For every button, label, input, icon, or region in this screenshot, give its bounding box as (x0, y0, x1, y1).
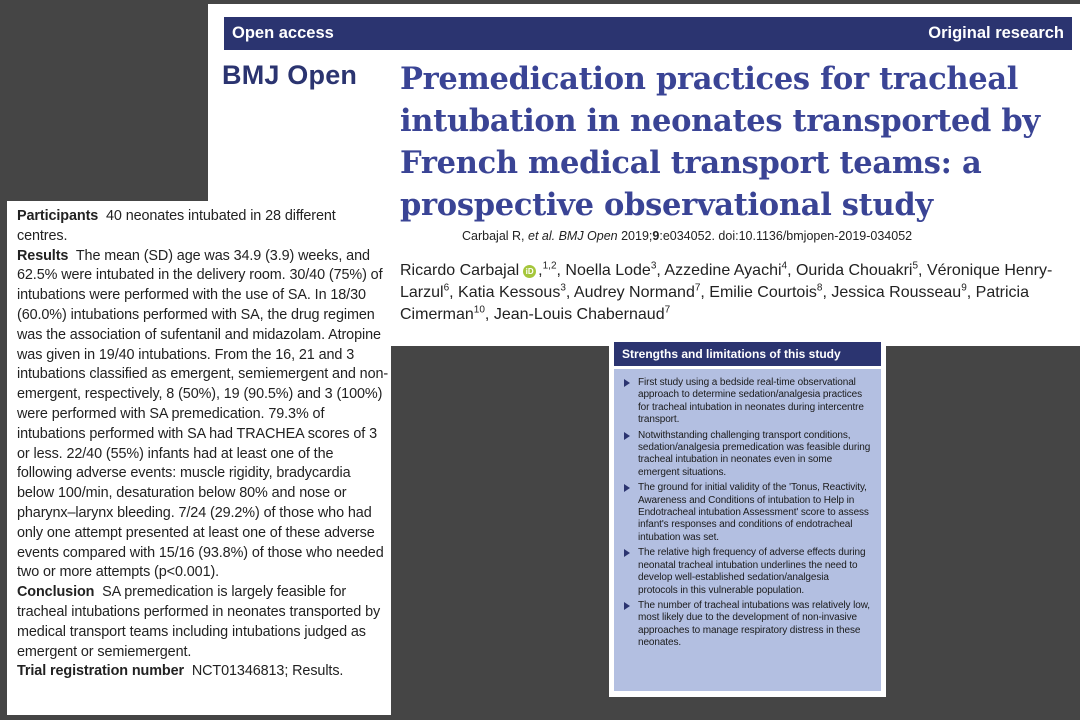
bmj-open-logo: BMJ Open (222, 60, 358, 90)
author-affiliation: 5 (912, 260, 919, 272)
author (709, 284, 822, 301)
author-affiliation: 10 (473, 304, 485, 316)
conclusion-label: Conclusion (17, 584, 95, 601)
trial-registration-paragraph (17, 662, 389, 682)
results-label: Results (17, 247, 69, 264)
participants-text: 40 neonates intubated in 28 different centres. (17, 208, 336, 244)
triangle-bullet-icon (624, 484, 630, 492)
strength-item (624, 600, 871, 650)
strength-item (624, 377, 871, 427)
participants-paragraph (17, 207, 389, 247)
strength-item (624, 430, 871, 480)
citation-doi: :e034052. doi:10.1136/bmjopen-2019-034052 (659, 229, 913, 243)
triangle-bullet-icon (624, 379, 630, 387)
author-name: Patricia Cimerman (400, 284, 1029, 323)
citation-volume: 9 (652, 229, 660, 243)
author-affiliation: 7 (664, 304, 671, 316)
citation-year: 2019; (617, 229, 653, 243)
strength-item-text: The relative high frequency of adverse effects during neonatal tracheal intubation underlines the need to develop well-established sedation/analgesia protocols in this vulnerable population. (638, 547, 866, 596)
author-affiliation: 8 (816, 282, 823, 294)
results-text: The mean (SD) age was 34.9 (3.9) weeks, and 62.5% were intubated in the delivery room. 30/40 (75%) of intubations were performed with the use of SA. In 18/30 (60.0%) intubations performed with SA, the drug regimen was the association of sufentanil and midazolam. Atropine was given in 19/40 intubations. From the 16, 21 and 3 intubations classified as emergent, semiemergent and non-emergent, respectively, 8 (50%), 19 (90.5%) and 3 (100%) were performed with SA premedication. 79.3% of intubations performed with SA had TRACHEA scores of 3 or less. 22/40 (55%) infants had at least one of the following adverse events: muscle rigidity, bradycardia below 100/min, desaturation below 80% and nose or pharynx–larynx bleeding. 7/24 (29.2%) of those who had only one attempt presented at least one of these adverse events compared with 15/16 (93.8%) of those who needed two or more attempts (p<0.001). (17, 247, 389, 581)
author-name: Noella Lode (565, 262, 651, 279)
open-access-label: Open access (232, 24, 334, 42)
strength-item-text: The ground for initial validity of the 'Tonus, Reactivity, Awareness and Conditions of intubation to Help in Endotracheal intubation Assessment' score to assess infant's responses and conditions of endotracheal intubation was set. (638, 482, 869, 543)
strength-item-text: Notwithstanding challenging transport conditions, sedation/analgesia premedication was feasible during tracheal intubation in neonates even in some emergent situations. (638, 429, 871, 478)
author (796, 262, 918, 279)
author-name: Katia Kessous (458, 284, 561, 301)
author-affiliation: 9 (961, 282, 967, 294)
author-name: Véronique Henry-Larzul (400, 262, 1053, 301)
author-affiliation: 6 (443, 282, 450, 294)
strength-item (624, 547, 871, 597)
author (664, 262, 787, 279)
strength-item-text: The number of tracheal intubations was relatively low, most likely due to the development of non-invasive approaches to manage respiratory distress in these neonates. (638, 599, 870, 649)
author (574, 284, 701, 301)
conclusion-paragraph (17, 583, 389, 662)
results-paragraph (17, 247, 389, 584)
author (458, 284, 566, 301)
triangle-bullet-icon (624, 432, 630, 440)
author-name: Jean-Louis Chabernaud (493, 306, 665, 323)
author-list: Ricardo Carbajal iD ,$^{1,2}$, Noella Lode$^3$, Azzedine Ayachi$^4$, Ourida Chouakri$^5$, Véronique Henry-Larzul$^6$, Katia Kessous$^3$, Audrey Normand$^7$, Emilie Courtois$^8$, Jessica Rousseau$^9$, Patricia Cimerman$^{10}$, Jean-Louis Chabernaud$^7$ (400, 260, 1053, 323)
strengths-list (624, 377, 871, 650)
citation-journal: et al. BMJ Open (528, 229, 618, 243)
abstract-clipping (7, 201, 391, 715)
strengths-box (614, 369, 881, 691)
author-name: Ourida Chouakri (795, 262, 913, 279)
journal-banner (224, 17, 1072, 50)
participants-label: Participants (17, 208, 99, 224)
author-name: Audrey Normand (573, 284, 695, 301)
triangle-bullet-icon (624, 549, 630, 557)
author-affiliation: 7 (694, 282, 701, 294)
article-title: Premedication practices for tracheal intubation in neonates transported by French medical transport teams: a prospective observational study (400, 61, 1040, 223)
citation-authors: Carbajal R, (462, 229, 528, 243)
author-affiliation: 1,2 (542, 260, 557, 272)
author (565, 262, 656, 279)
author-affiliation: 4 (781, 260, 788, 272)
author-affiliation: 3 (560, 282, 566, 294)
author (831, 284, 966, 301)
trial-registration-text: NCT01346813; Results. (191, 663, 344, 680)
author-name: Emilie Courtois (709, 284, 817, 301)
strengths-heading: Strengths and limitations of this study (614, 342, 881, 366)
strength-item-text: First study using a bedside real-time observational approach to determine sedation/analgesia practices for tracheal intubation in neonates during intercentre transport. (638, 377, 864, 426)
author (494, 306, 670, 323)
orcid-icon[interactable]: iD (523, 265, 536, 278)
author-name: Jessica Rousseau (831, 284, 962, 301)
author-name: Ricardo Carbajal (400, 262, 520, 279)
author-affiliation: 3 (650, 260, 657, 272)
triangle-bullet-icon (624, 602, 630, 610)
citation-line (462, 229, 912, 243)
strengths-limitations-clipping (609, 335, 886, 697)
abstract-text (17, 207, 389, 682)
conclusion-text: SA premedication is largely feasible for tracheal intubations performed in neonates transported by medical transport teams including intubations judged as emergent or semiemergent. (17, 584, 381, 660)
article-type-label: Original research (928, 24, 1064, 42)
author-name: Azzedine Ayachi (664, 262, 782, 279)
strength-item (624, 482, 871, 544)
author: Ricardo Carbajal iD ,$^{1,2}$ (400, 260, 557, 279)
trial-registration-label: Trial registration number (17, 663, 185, 680)
